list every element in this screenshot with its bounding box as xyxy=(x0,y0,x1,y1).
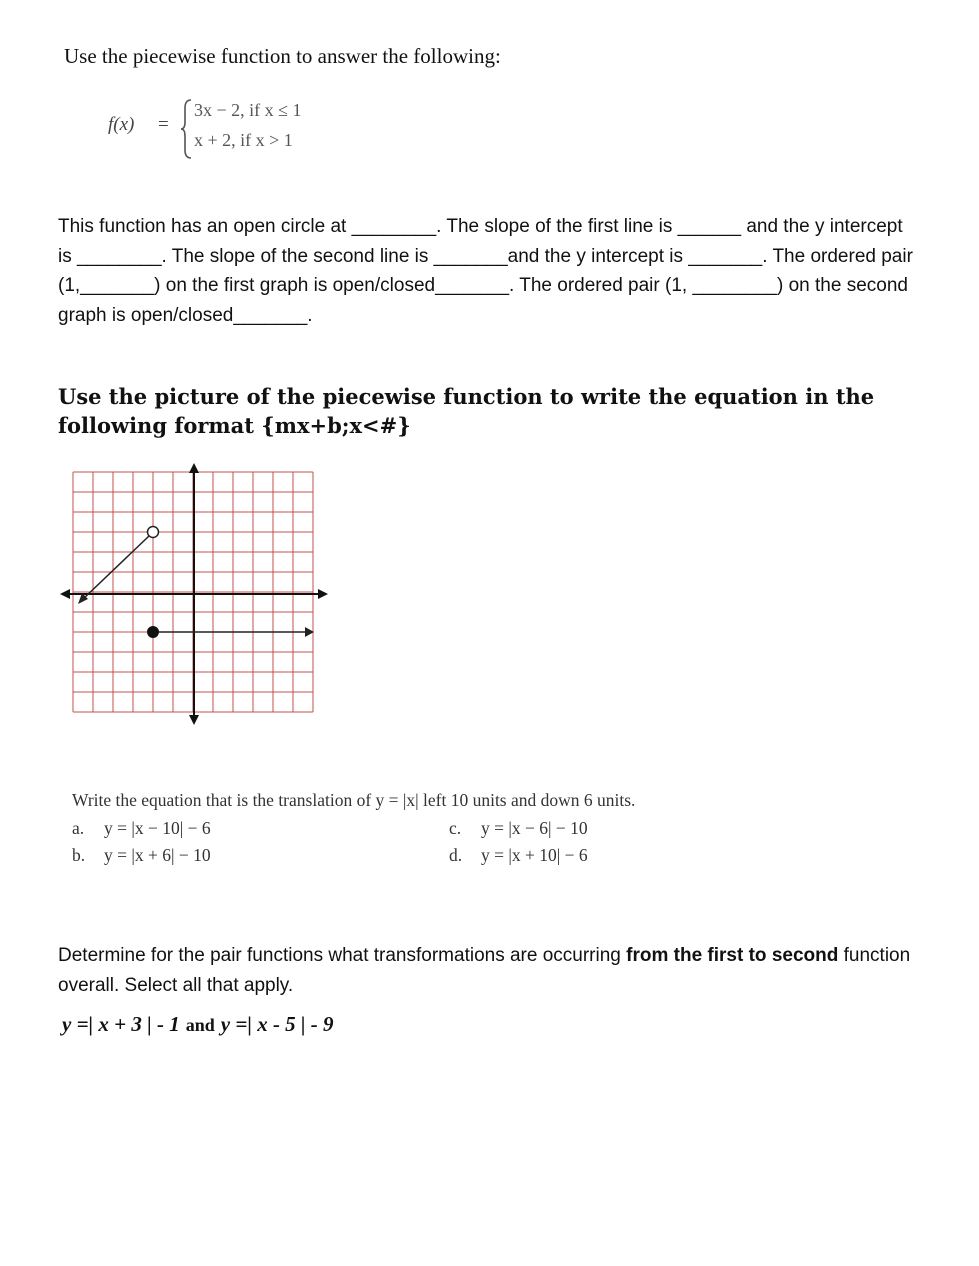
first-function: y =| x + 3 | - 1 xyxy=(62,1012,180,1036)
case-2: x + 2, if x > 1 xyxy=(194,130,293,150)
q3-text-bold: from the first to second xyxy=(626,945,839,966)
question-1-paragraph: This function has an open circle at ________. The slope of the first line is ______ and the y intercept is ________. The slope of the second line is _______and the y intercept is _______. The ordered pair (1,_______) on the first graph is open/closed_______. The ordered pair (1, ________) on the second graph is open/closed_______. xyxy=(58,216,913,326)
equals-sign: = xyxy=(158,114,169,135)
and-text: and xyxy=(185,1015,215,1035)
choice-letter: d. xyxy=(449,845,463,865)
choice-text: y = |x + 6| − 10 xyxy=(104,845,211,865)
q3-text-after: function overall. Select all that apply. xyxy=(58,945,911,996)
piecewise-graph xyxy=(60,462,332,728)
choice-letter: b. xyxy=(72,845,86,865)
question-3-paragraph xyxy=(58,941,918,1001)
piecewise-function xyxy=(108,96,358,162)
choice-text: y = |x + 10| − 6 xyxy=(481,845,588,865)
choice-d[interactable] xyxy=(449,845,588,866)
open-circle xyxy=(148,527,159,538)
second-function: y =| x - 5 | - 9 xyxy=(220,1012,334,1036)
choice-letter: c. xyxy=(449,818,462,838)
choice-a[interactable] xyxy=(72,818,211,839)
choice-text: y = |x − 6| − 10 xyxy=(481,818,588,838)
section-heading: Use the picture of the piecewise function to write the equation in the following format {mx+b;x<#} xyxy=(58,384,875,438)
function-label: f(x) xyxy=(108,114,135,135)
left-brace-icon xyxy=(180,96,194,162)
mc-question-text: Write the equation that is the translation of y = |x| left 10 units and down 6 units. xyxy=(72,790,636,810)
choice-letter: a. xyxy=(72,818,85,838)
choice-b[interactable] xyxy=(72,845,211,866)
closed-circle xyxy=(147,626,159,638)
function-pair xyxy=(62,1012,334,1037)
case-1: 3x − 2, if x ≤ 1 xyxy=(194,100,302,120)
intro-text: Use the piecewise function to answer the following: xyxy=(64,44,501,68)
choice-text: y = |x − 10| − 6 xyxy=(104,818,211,838)
choice-c[interactable] xyxy=(449,818,588,839)
q3-text-before: Determine for the pair functions what transformations are occurring xyxy=(58,945,627,966)
